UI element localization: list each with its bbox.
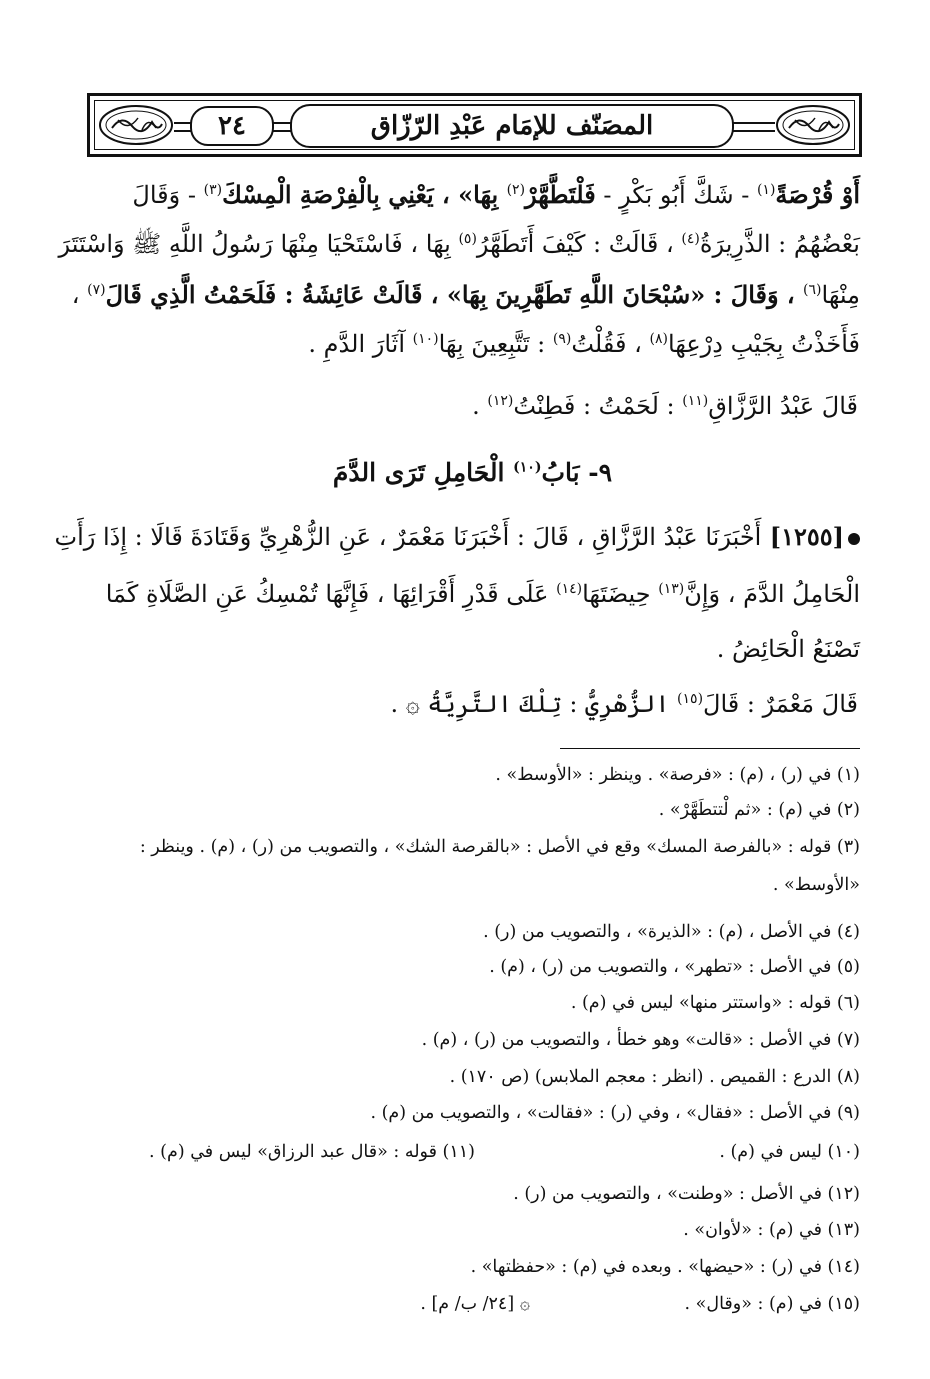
text-line-3: مِنْهَا$^{(٦)}$ ، وَقَالَ : «سُبْحَانَ اللَّهِ تَطَهَّرِينَ بِهَا» ، قَالَتْ عَائِشَةُ : فَلَحَمْتُ الَّذِي قَالَ$^{(٧)}$ ، [71,280,860,309]
footnote-12: (١٢) في الأصل : «وطنت» ، والتصويب من (ر) . [513,1184,860,1204]
folio-marker: ۞ [٢٤/ ب/ م] . [420,1294,530,1314]
footnote-14: (١٤) في (ر) : «حيضها» . وبعده في (م) : «حفظتها» . [470,1257,860,1277]
footnote-5: (٥) في الأصل : «تطهر» ، والتصويب من (ر) ، (م) . [489,957,860,977]
footnote-1: (١) في (ر) ، (م) : «فرصة» . وينظر : «الأوسط» . [495,765,860,785]
calligraphic-seal-icon [775,104,851,146]
footnote-7: (٧) في الأصل : «قالت» وهو خطأ ، والتصويب من (ر) ، (م) . [421,1030,860,1050]
text-line-4: فَأَخَذْتُ بِجَيْبِ دِرْعِهَا$^{(٨)}$ ، فَقُلْتُ$^{(٩)}$ : تَتَّبِعِينَ بِهَا$^{(١٠)}$ آثَارَ الدَّمِ . [308,330,860,358]
footnote-2: (٢) في (م) : «ثم لْتتطَهَّرْ» . [658,800,860,820]
text-line-1: أَوْ قُرْصَةً$^{(١)}$ - شَكَّ أَبُو بَكْرٍ - فَلْتَطَّهَّرْ$^{(٢)}$ بِهَا» ، يَعْنِي بِالْفِرْصَةِ الْمِسْكَ$^{(٣)}$ - وَقَالَ [132,180,860,209]
page-header [87,93,862,157]
footnote-15: (١٥) في (م) : «وقال» . [684,1294,860,1314]
footnote-10: (١٠) ليس في (م) . [719,1142,860,1162]
hadith-line-3: تَصْنَعُ الْحَائِضُ . [716,635,860,663]
footnote-3-cont: «الأوسط» . [772,875,860,895]
hadith-line-2: الْحَامِلُ الدَّمَ ، وَإِنَّ$^{(١٣)}$ حِيضَتَهَا$^{(١٤)}$ عَلَى قَدْرِ أَقْرَائِهَا ، فَإِنَّهَا تُمْسِكُ عَنِ الصَّلَاةِ كَمَا [105,580,860,608]
footnote-4: (٤) في الأصل ، (م) : «الذيرة» ، والتصويب من (ر) . [483,922,860,942]
bullet-icon [848,533,860,545]
footnote-11: (١١) قوله : «قال عبد الرزاق» ليس في (م) . [149,1142,475,1162]
footnote-separator [560,748,860,749]
footnote-8: (٨) الدرع : القميص . (انظر : معجم الملابس) (ص ١٧٠) . [449,1067,860,1087]
text-line-5: قَالَ عَبْدُ الرَّزَّاقِ$^{(١١)}$ : لَحَمْتُ : فَطِنْتُ$^{(١٢)}$ . [472,392,858,420]
page-number: ٢٤ [190,106,274,146]
footnote-9: (٩) في الأصل : «فقال» ، وفي (ر) : «فقالت» ، والتصويب من (م) . [370,1103,860,1123]
text-line-2: بَعْضُهُمُ : الذَّرِيرَةُ$^{(٤)}$ ، قَالَتْ : كَيْفَ أَتَطَهَّرُ$^{(٥)}$ بِهَا ، فَاسْتَحْيَا مِنْهَا رَسُولُ اللَّهِ ﷺ وَاسْتَتَرَ [58,230,860,258]
calligraphic-seal-icon [98,104,174,146]
footnote-6: (٦) قوله : «واستتر منها» ليس في (م) . [570,993,860,1013]
hadith-line-1: [١٢٥٥] أَخْبَرَنَا عَبْدُ الرَّزَّاقِ ، قَالَ : أَخْبَرَنَا مَعْمَرٌ ، عَنِ الزُّهْرِيِّ وَقَتَادَةَ قَالَا : إِذَا رَأَتِ [85,522,860,551]
footnote-13: (١٣) في (م) : «لأوان» . [683,1220,860,1240]
footnote-3: (٣) قوله : «بالفرصة المسك» وقع في الأصل : «بالقرصة الشك» ، والتصويب من (ر) ، (م) . وينظر : [139,837,860,857]
book-title: المصَنّف للإمَام عَبْدِ الرّزّاق [290,104,734,148]
hadith-line-4: قَالَ مَعْمَرٌ : قَالَ$^{(١٥)}$ الزُّهْرِيُّ : تِلْكَ التَّرِيَّةُ ۞ . [390,690,858,718]
chapter-heading: ٩- بَابُ$^{(١٠)}$ الْحَامِلِ تَرَى الدَّمَ [332,458,613,487]
